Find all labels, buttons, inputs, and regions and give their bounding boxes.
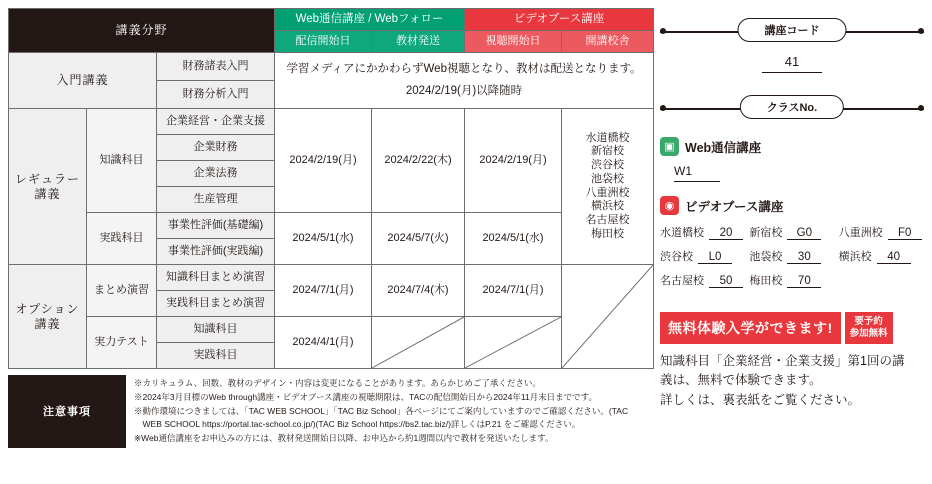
method-video — [660, 196, 924, 288]
lesson-name: 生産管理 — [157, 187, 275, 213]
school-code: 70 — [787, 275, 821, 288]
notice-line: WEB SCHOOL https://portal.tac-school.co.jp/)(TAC Biz School https://bs2.tac.biz/)詳しくはP.21 をご確認ください。 — [134, 419, 581, 430]
school-name: 八重洲校 — [838, 227, 883, 239]
free-trial-desc-line3: 詳しくは、裏表紙をご覧ください。 — [660, 392, 861, 407]
dot-left — [660, 28, 666, 34]
group-name-summary: まとめ演習 — [87, 265, 157, 317]
open-schools-list — [562, 109, 654, 265]
method-web-code-underline — [674, 181, 720, 182]
diagonal-empty-cell — [372, 317, 465, 369]
notice-label: 注意事項 — [8, 375, 126, 448]
header-material-ship: 教材発送 — [372, 31, 465, 53]
material-date: 2024/7/4(木) — [372, 265, 465, 317]
lesson-name: 企業経営・企業支援 — [157, 109, 275, 135]
delivery-date: 2024/7/1(月) — [275, 265, 372, 317]
schedule-table — [8, 8, 654, 369]
notice-line: ※Web通信講座をお申込みの方には、教材発送開始日以降、お申込から約1週間以内で教材を発送いたします。 — [134, 433, 554, 443]
course-code-label: 講座コード — [738, 18, 847, 42]
school-name: 梅田校 — [591, 227, 625, 240]
school-name: 水道橋校 — [585, 131, 630, 144]
school-name: 梅田校 — [749, 275, 783, 287]
free-trial-desc-line2: 義は、無料で体験できます。 — [660, 373, 822, 388]
header-web: Web通信講座 / Webフォロー — [275, 9, 465, 31]
school-code-item — [749, 248, 834, 264]
notice-text — [126, 375, 653, 448]
lesson-name: 実践科目まとめ演習 — [157, 291, 275, 317]
video-school-code-grid — [660, 224, 924, 288]
notice-line: ※動作環境につきましては、「TAC WEB SCHOOL」「TAC Biz School」各ページにてご案内していますのでご確認ください。(TAC — [134, 405, 629, 416]
school-code-item — [839, 224, 924, 240]
school-code-item — [660, 272, 745, 288]
material-date: 2024/5/7(火) — [372, 213, 465, 265]
group-name-knowledge: 知識科目 — [87, 109, 157, 213]
table-row — [9, 265, 654, 291]
lesson-name: 企業財務 — [157, 135, 275, 161]
school-code: 50 — [709, 275, 743, 288]
school-name: 新宿校 — [749, 227, 783, 239]
lesson-name: 企業法務 — [157, 161, 275, 187]
intro-note-line1: 学習メディアにかかわらずWeb視聴となり、教材は配送となります。 — [286, 62, 642, 75]
lesson-name: 財務諸表入門 — [157, 53, 275, 81]
notice-section — [8, 375, 653, 448]
free-trial-side-label — [845, 312, 893, 344]
header-delivery-date: 配信開始日 — [275, 31, 372, 53]
group-name-test: 実力テスト — [87, 317, 157, 369]
school-name: 横浜校 — [838, 251, 872, 263]
school-code: 30 — [787, 251, 821, 264]
dot-right — [918, 28, 924, 34]
course-code-value: 41 — [784, 54, 800, 69]
lesson-name: 実践科目 — [157, 343, 275, 369]
group-name-practice: 実践科目 — [87, 213, 157, 265]
school-name: 渋谷校 — [591, 159, 625, 171]
lesson-name: 知識科目 — [157, 317, 275, 343]
intro-note — [275, 53, 654, 109]
lesson-name: 事業性評価(実践編) — [157, 239, 275, 265]
right-panel — [660, 8, 924, 478]
table-row — [9, 213, 654, 239]
free-trial-side-line1: 要予約 — [854, 315, 883, 327]
header-video: ビデオブース講座 — [465, 9, 654, 31]
method-web-code-wrap — [674, 164, 924, 182]
table-row — [9, 53, 654, 81]
method-web-title: Web通信講座 — [685, 140, 762, 155]
lesson-name: 財務分析入門 — [157, 81, 275, 109]
school-code: L0 — [698, 251, 732, 264]
class-no-header — [660, 95, 924, 121]
school-name: 名古屋校 — [660, 275, 704, 287]
school-name: 池袋校 — [591, 172, 625, 185]
category-intro: 入門講義 — [9, 53, 157, 109]
table-row — [9, 109, 654, 135]
school-name: 水道橋校 — [660, 227, 704, 239]
school-code-item — [749, 224, 834, 240]
course-code-header — [660, 18, 924, 44]
view-date: 2024/2/19(月) — [465, 109, 562, 213]
school-name: 新宿校 — [591, 145, 625, 158]
course-code-underline — [762, 72, 822, 73]
school-code: 20 — [709, 227, 743, 240]
dot-left — [660, 105, 666, 111]
school-code-item — [749, 272, 834, 288]
delivery-date: 2024/4/1(月) — [275, 317, 372, 369]
header-field: 講義分野 — [9, 9, 275, 53]
method-video-header — [660, 196, 924, 215]
free-trial-side-line2: 参加無料 — [849, 328, 888, 339]
free-trial-desc-line1: 知識科目「企業経営・企業支援」第1回の講 — [660, 354, 905, 368]
category-regular: レギュラー 講義 — [9, 109, 87, 265]
notice-line: ※2024年3月目標のWeb through講座・ビデオブース講座の視聴期限は、TACの配信開始日から2024年11月末日までです。 — [134, 391, 597, 402]
view-date: 2024/5/1(水) — [465, 213, 562, 265]
school-name: 八重洲校 — [585, 186, 630, 199]
free-trial-main-label: 無料体験入学ができます! — [660, 312, 841, 344]
notice-line: ※カリキュラム、回数、教材のデザイン・内容は変更になることがあります。あらかじめご了承ください。 — [134, 378, 541, 388]
pc-icon: ▣ — [660, 137, 679, 156]
delivery-date: 2024/2/19(月) — [275, 109, 372, 213]
intro-note-line2: 2024/2/19(月)以降随時 — [405, 84, 523, 97]
method-web-header — [660, 137, 924, 156]
free-trial-description — [660, 352, 924, 410]
school-code: F0 — [888, 227, 922, 240]
method-video-title: ビデオブース講座 — [685, 199, 784, 214]
school-code-item — [660, 248, 745, 264]
school-name: 横浜校 — [591, 200, 625, 213]
school-code-item — [660, 224, 745, 240]
table-row — [9, 317, 654, 343]
lesson-name: 知識科目まとめ演習 — [157, 265, 275, 291]
method-web — [660, 137, 924, 182]
method-web-code: W1 — [674, 164, 692, 178]
view-date: 2024/7/1(月) — [465, 265, 562, 317]
diagonal-empty-cell — [562, 265, 654, 369]
category-option: オプション 講義 — [9, 265, 87, 369]
header-open-school: 開講校舎 — [562, 31, 654, 53]
header-view-date: 視聴開始日 — [465, 31, 562, 53]
material-date: 2024/2/22(木) — [372, 109, 465, 213]
school-name: 池袋校 — [749, 251, 783, 263]
table-header-row-1 — [9, 9, 654, 31]
diagonal-empty-cell — [465, 317, 562, 369]
school-code: 40 — [877, 251, 911, 264]
class-no-label: クラスNo. — [740, 95, 844, 119]
free-trial-banner — [660, 312, 924, 344]
dot-right — [918, 105, 924, 111]
school-name: 名古屋校 — [585, 214, 630, 226]
school-code-item — [839, 248, 924, 264]
school-code: G0 — [787, 227, 821, 240]
video-booth-icon: ◉ — [660, 196, 679, 215]
lesson-name: 事業性評価(基礎編) — [157, 213, 275, 239]
school-name: 渋谷校 — [660, 251, 693, 263]
delivery-date: 2024/5/1(水) — [275, 213, 372, 265]
school-code-item-empty — [839, 272, 924, 288]
schedule-table-container — [8, 8, 653, 448]
